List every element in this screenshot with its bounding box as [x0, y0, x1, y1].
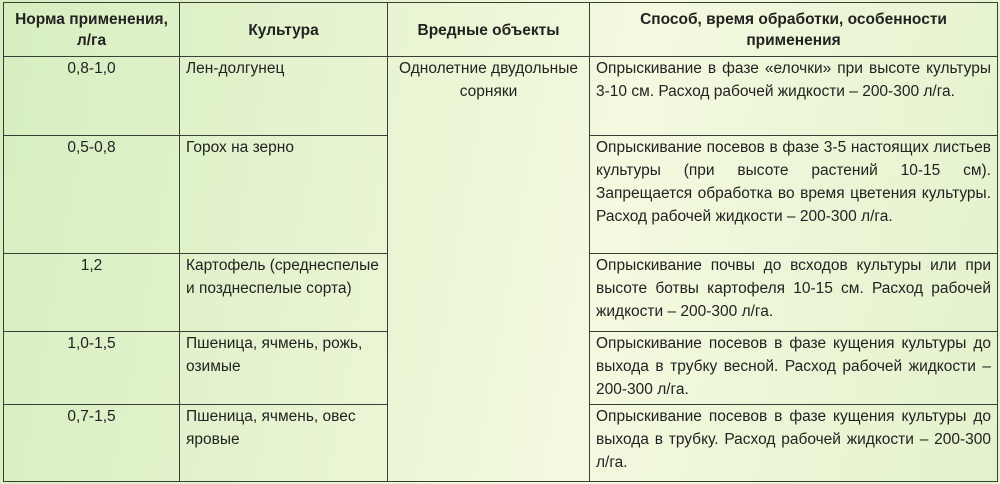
rate-cell: 1,0-1,5 — [4, 332, 180, 405]
rate-cell: 0,5-0,8 — [4, 135, 180, 254]
crop-cell: Горох на зерно — [180, 135, 388, 254]
method-cell: Опрыскивание посевов в фазе кущения культуры до выхода в трубку весной. Расход рабочей жидкости – 200-300 л/га. — [590, 332, 998, 405]
crop-cell: Пшеница, ячмень, овес яровые — [180, 405, 388, 482]
header-method: Способ, время обработки, особенности применения — [590, 3, 998, 57]
table-header-row — [4, 3, 998, 57]
rate-cell: 0,7-1,5 — [4, 405, 180, 482]
header-crop: Культура — [180, 3, 388, 57]
table-row — [4, 57, 998, 136]
rate-cell: 1,2 — [4, 254, 180, 332]
method-cell: Опрыскивание в фазе «елочки» при высоте культуры 3-10 см. Расход рабочей жидкости – 200-300 л/га. — [590, 57, 998, 136]
crop-cell: Лен-долгунец — [180, 57, 388, 136]
crop-cell: Картофель (среднеспелые и позднеспелые сорта) — [180, 254, 388, 332]
header-pest: Вредные объекты — [388, 3, 590, 57]
method-cell: Опрыскивание посевов в фазе 3-5 настоящих листьев культуры (при высоте растений 10-15 см). Запрещается обработка во время цветения культуры. Расход рабочей жидкости – 200-300 л/га. — [590, 135, 998, 254]
pest-cell: Однолетние двудольные сорняки — [388, 57, 590, 482]
crop-cell: Пшеница, ячмень, рожь, озимые — [180, 332, 388, 405]
method-cell: Опрыскивание посевов в фазе кущения культуры до выхода в трубку. Расход рабочей жидкости – 200-300 л/га. — [590, 405, 998, 482]
method-cell: Опрыскивание почвы до всходов культуры или при высоте ботвы картофеля 10-15 см. Расход рабочей жидкости – 200-300 л/га. — [590, 254, 998, 332]
herbicide-application-table — [3, 2, 998, 482]
header-rate: Норма применения, л/га — [4, 3, 180, 57]
rate-cell: 0,8-1,0 — [4, 57, 180, 136]
